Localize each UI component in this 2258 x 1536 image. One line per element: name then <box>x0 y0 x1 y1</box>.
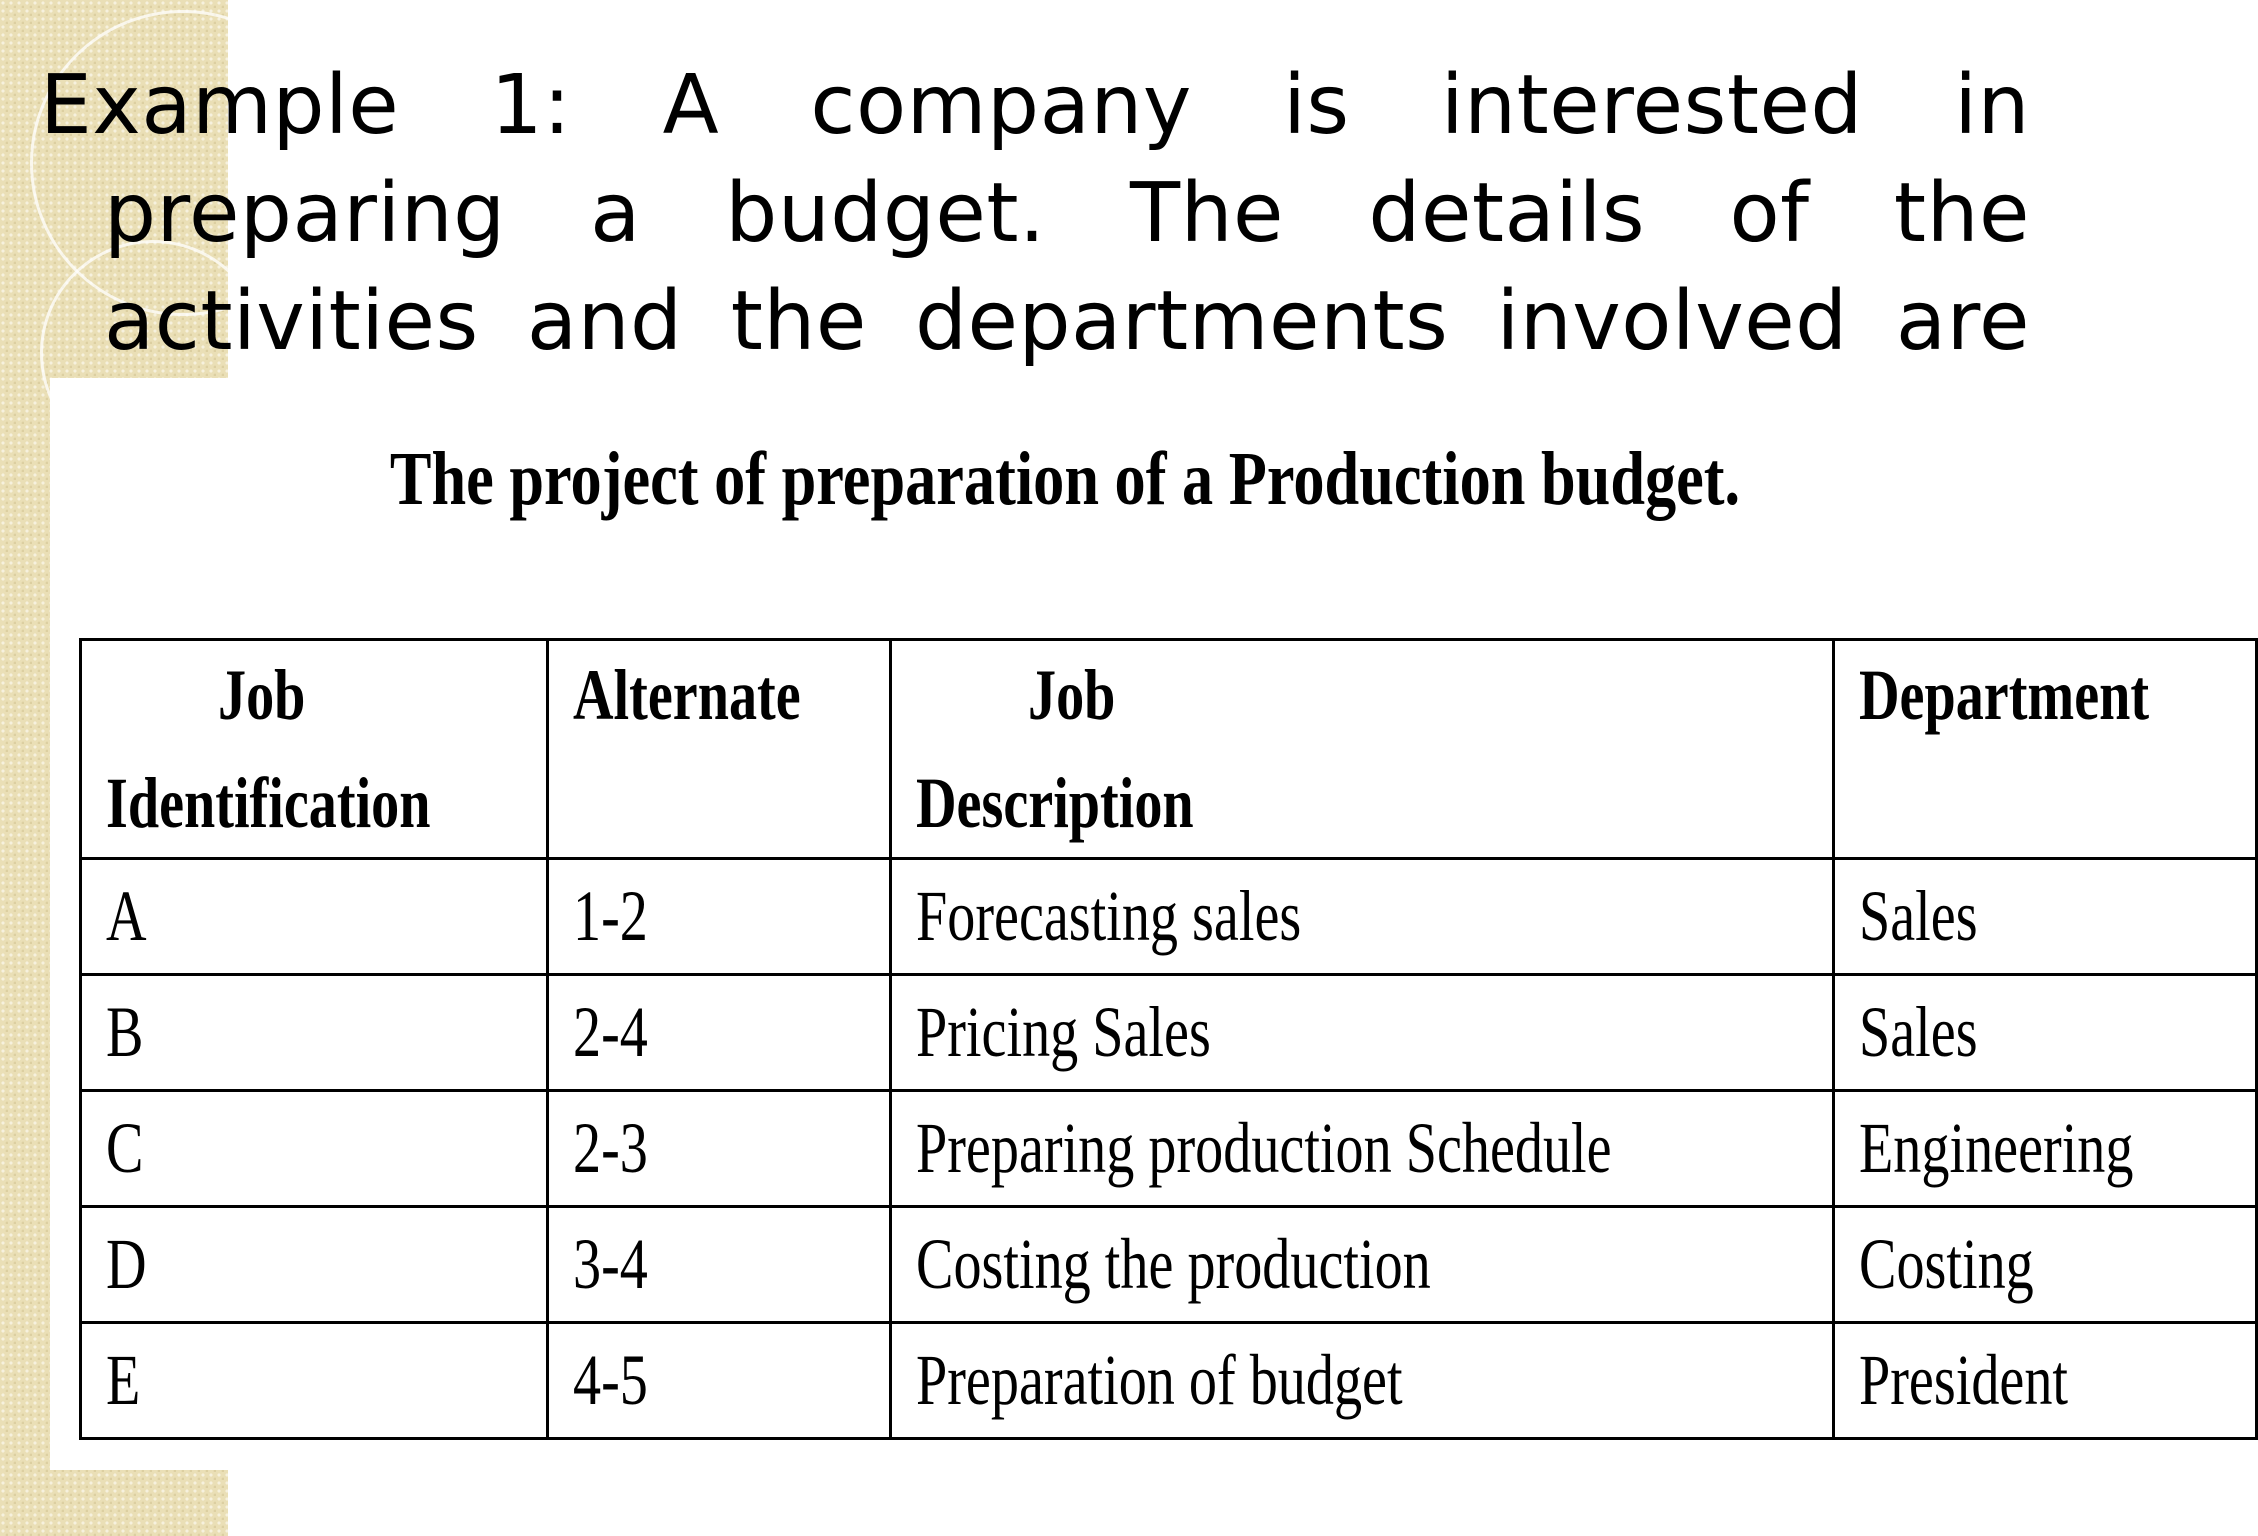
table-image-panel <box>50 378 2149 1470</box>
cell-department: President <box>1833 1323 2256 1439</box>
cell-description: Costing the production <box>890 1207 1833 1323</box>
cell-department: Engineering <box>1833 1091 2256 1207</box>
cell-job-id: C <box>81 1091 548 1207</box>
cell-description: Forecasting sales <box>890 859 1833 975</box>
cell-description: Preparation of budget <box>890 1323 1833 1439</box>
slide-heading: Example 1: A company is interested in preparing a budget. The details of the activities and the departments involved are <box>40 58 2030 369</box>
cell-alternate: 2-4 <box>548 975 891 1091</box>
cell-department: Sales <box>1833 975 2256 1091</box>
table-title: The project of preparation of a Production budget. <box>389 437 1741 521</box>
header-job-description: Job Description <box>890 640 1833 859</box>
cell-alternate: 2-3 <box>548 1091 891 1207</box>
cell-alternate: 3-4 <box>548 1207 891 1323</box>
cell-alternate: 4-5 <box>548 1323 891 1439</box>
table-row <box>81 859 2257 975</box>
cell-job-id: E <box>81 1323 548 1439</box>
table-row <box>81 1091 2257 1207</box>
header-alternate: Alternate <box>548 640 891 859</box>
cell-alternate: 1-2 <box>548 859 891 975</box>
cell-job-id: A <box>81 859 548 975</box>
cell-department: Costing <box>1833 1207 2256 1323</box>
table-row <box>81 1323 2257 1439</box>
cell-job-id: D <box>81 1207 548 1323</box>
table-row <box>81 1207 2257 1323</box>
header-job-identification: Job Identification <box>81 640 548 859</box>
cell-description: Preparing production Schedule <box>890 1091 1833 1207</box>
cell-description: Pricing Sales <box>890 975 1833 1091</box>
table-row <box>81 975 2257 1091</box>
cell-job-id: B <box>81 975 548 1091</box>
cell-department: Sales <box>1833 859 2256 975</box>
table-header-row <box>81 640 2257 859</box>
header-department: Department <box>1833 640 2256 859</box>
budget-table <box>79 638 2258 1440</box>
